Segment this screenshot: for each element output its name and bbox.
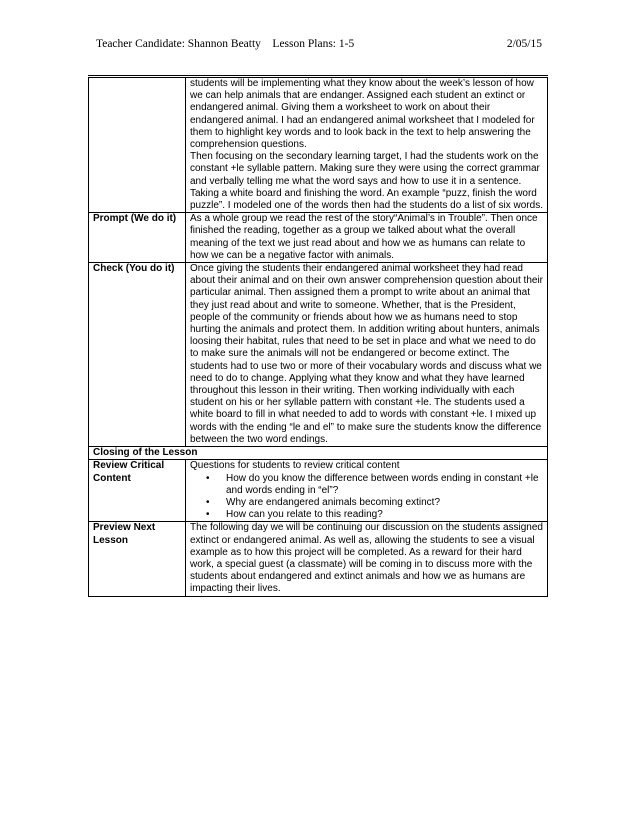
review-intro: Questions for students to review critical content bbox=[190, 460, 400, 472]
header-date: 2/05/15 bbox=[506, 38, 542, 50]
table-row-closing bbox=[89, 447, 548, 460]
closing-heading: Closing of the Lesson bbox=[89, 447, 548, 460]
review-question-list bbox=[190, 473, 543, 522]
page-header bbox=[96, 36, 542, 52]
table-row-prompt bbox=[89, 213, 548, 263]
table-row-check bbox=[89, 263, 548, 447]
review-label: Review Critical Content bbox=[89, 460, 186, 522]
check-label: Check (You do it) bbox=[89, 263, 186, 447]
label-cell-empty bbox=[89, 77, 186, 213]
table-row-continued bbox=[89, 77, 548, 213]
content-cell-continued bbox=[186, 77, 548, 213]
list-item: • How do you know the difference between words ending in constant +le and words ending in “el”? bbox=[226, 473, 543, 497]
list-item: • How can you relate to this reading? bbox=[226, 509, 543, 521]
continued-paragraph-2: Then focusing on the secondary learning target, I had the students work on the constant +le syllable pattern. Making sure they were using the correct grammar and verbally telling me what the word says and how to use it in a sentence. Taking a white board and finishing the word. An example “puzz, finish the word puzzle”. I modeled one of the words then had the students do a list of six words. bbox=[190, 151, 543, 212]
table-row-preview bbox=[89, 522, 548, 596]
list-item: • Why are endangered animals becoming extinct? bbox=[226, 497, 543, 509]
lesson-plan-table bbox=[88, 75, 548, 597]
preview-label: Preview Next Lesson bbox=[89, 522, 186, 596]
table-row-review bbox=[89, 460, 548, 522]
header-candidate-lesson: Teacher Candidate: Shannon Beatty Lesson Plans: 1-5 bbox=[96, 38, 355, 50]
continued-paragraph-1: students will be implementing what they know about the week’s lesson of how we can help animals that are endanger. Assigned each student an extinct or endangered animal. Giving them a worksheet to work on about their endangered animal. I had an endangered animal worksheet that I modeled for them to highlight key words and to look back in the text to help answering the comprehension questions. bbox=[190, 78, 535, 151]
prompt-text: As a whole group we read the rest of the story“Animal’s in Trouble”. Then once finished the reading, together as a group we talked about what the overall meaning of the text we just read about and how we as humans can relate to how we can be a negative factor with animals. bbox=[186, 213, 548, 263]
preview-text: The following day we will be continuing our discussion on the students assigned extinct or endangered animal. As well as, allowing the students to see a visual example as to how this project will be completed. As a reward for their hard work, a special guest (a classmate) will be coming in to discuss more with the students about endangered and extinct animals and how we as humans are impacting their lives. bbox=[186, 522, 548, 596]
review-content bbox=[186, 460, 548, 522]
prompt-label: Prompt (We do it) bbox=[89, 213, 186, 263]
check-text: Once giving the students their endangered animal worksheet they had read about their animal and on their own answer comprehension question about their particular animal. Then assigned them a prompt to write about an animal that they just read about and write to someone. Whether, that is the President, people of the community or friends about how we as humans need to stop hurting the animals and protect them. In addition writing about hunters, animals loosing their habitat, rules that need to be set in place and what we need to do to make sure the animals will not be endangered or become extinct. The students had to use two or more of their vocabulary words and discuss what we need to do to change. Applying what they know and what they have learned throughout this lesson in their writing. Then working individually with each student on his or her syllable pattern with constant +le. The students used a white board to fill in what needed to add to words with constant +le. I mixed up words with the ending “le and el” to make sure the students know the difference between the two word endings. bbox=[186, 263, 548, 447]
